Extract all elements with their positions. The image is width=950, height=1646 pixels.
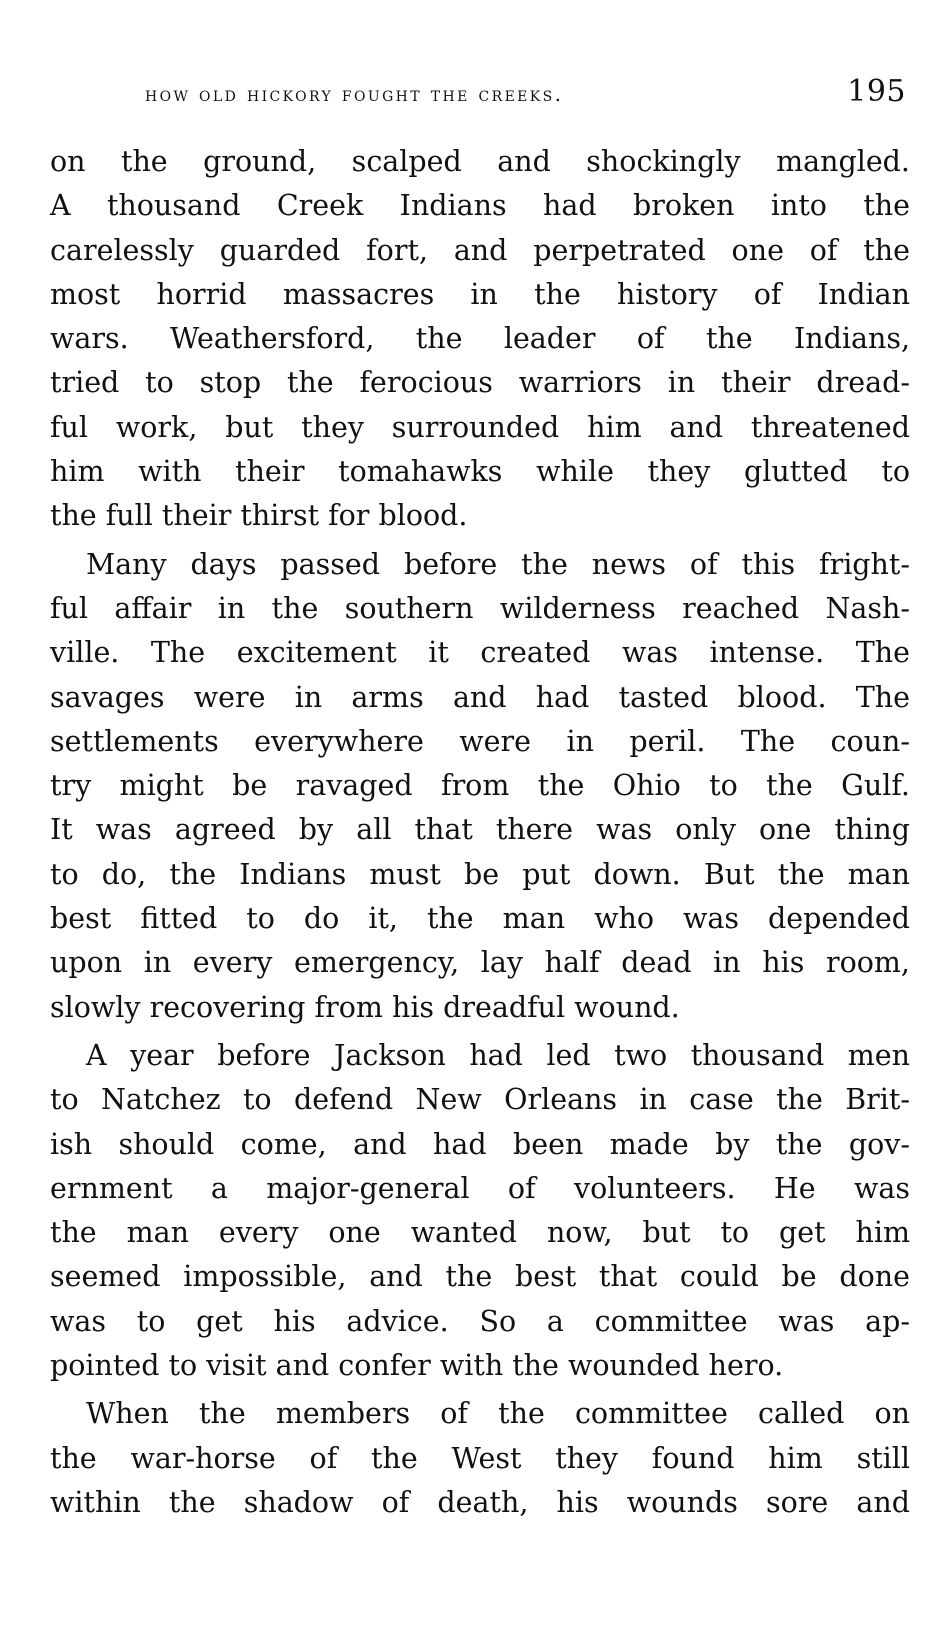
text-line: A year before Jackson had led two thousand men xyxy=(86,1038,910,1072)
paragraph xyxy=(50,543,910,1030)
text-line: Many days passed before the news of this fright- xyxy=(86,547,910,581)
paragraph xyxy=(50,140,910,539)
text-line: the full their thirst for blood. xyxy=(50,499,468,533)
text-line: savages were in arms and had tasted blood. The xyxy=(50,680,910,714)
text-line: seemed impossible, and the best that could be done xyxy=(50,1260,910,1294)
text-line: A thousand Creek Indians had broken into the xyxy=(50,189,910,223)
text-line: try might be ravaged from the Ohio to the Gulf. xyxy=(50,769,910,803)
text-line: to do, the Indians must be put down. But the man xyxy=(50,857,910,891)
text-line: best fitted to do it, the man who was depended xyxy=(50,902,910,936)
text-line: ville. The excitement it created was intense. The xyxy=(50,636,910,670)
page-number: 195 xyxy=(847,74,906,109)
text-line: ful work, but they surrounded him and threatened xyxy=(50,410,910,444)
text-line: wars. Weathersford, the leader of the Indians, xyxy=(50,322,910,356)
text-line: ernment a major-general of volunteers. He was xyxy=(50,1171,910,1205)
text-line: within the shadow of death, his wounds sore and xyxy=(50,1485,910,1519)
text-line: most horrid massacres in the history of Indian xyxy=(50,277,910,311)
body-text xyxy=(50,140,910,1525)
text-line: When the members of the committee called on xyxy=(86,1397,910,1431)
text-line: ish should come, and had been made by the gov- xyxy=(50,1127,910,1161)
text-line: pointed to visit and confer with the wounded hero. xyxy=(50,1349,784,1383)
text-line: on the ground, scalped and shockingly mangled. xyxy=(50,145,910,178)
text-line: ful affair in the southern wilderness reached Nash- xyxy=(50,591,910,625)
text-line: to Natchez to defend New Orleans in case the Brit- xyxy=(50,1083,910,1117)
text-line: settlements everywhere were in peril. The coun- xyxy=(50,724,910,758)
text-line: the man every one wanted now, but to get him xyxy=(50,1216,910,1250)
text-line: slowly recovering from his dreadful wound. xyxy=(50,990,680,1024)
text-line: upon in every emergency, lay half dead in his room, xyxy=(50,946,910,980)
text-line: tried to stop the ferocious warriors in their dread- xyxy=(50,366,910,400)
paragraph xyxy=(50,1034,910,1388)
text-line: was to get his advice. So a committee was ap- xyxy=(50,1304,910,1338)
text-line: It was agreed by all that there was only one thing xyxy=(50,813,910,847)
text-line: the war-horse of the West they found him still xyxy=(50,1441,910,1475)
running-title: how old hickory fought the creeks. xyxy=(145,82,564,106)
paragraph xyxy=(50,1392,910,1525)
running-head xyxy=(50,72,910,112)
text-line: him with their tomahawks while they glutted to xyxy=(50,455,910,489)
text-line: carelessly guarded fort, and perpetrated one of the xyxy=(50,233,910,267)
